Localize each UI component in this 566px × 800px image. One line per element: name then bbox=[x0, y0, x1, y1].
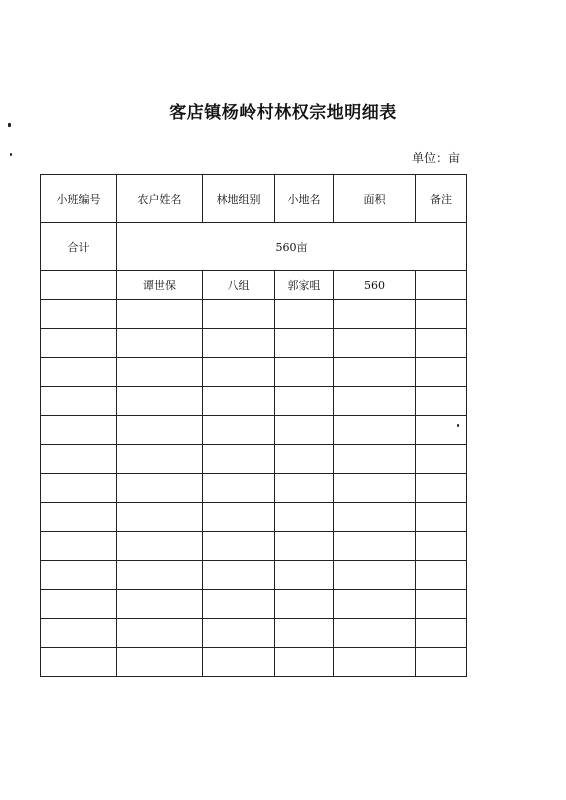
cell-farmer-name bbox=[117, 329, 203, 358]
cell-land-group bbox=[203, 648, 275, 677]
header-area: 面积 bbox=[334, 175, 416, 223]
table-row bbox=[41, 387, 467, 416]
cell-remarks bbox=[416, 271, 467, 300]
cell-area bbox=[334, 300, 416, 329]
cell-place-name bbox=[275, 532, 334, 561]
forest-land-table bbox=[40, 174, 467, 677]
cell-remarks bbox=[416, 445, 467, 474]
cell-farmer-name bbox=[117, 648, 203, 677]
table-row bbox=[41, 416, 467, 445]
cell-land-group bbox=[203, 300, 275, 329]
table-row bbox=[41, 503, 467, 532]
cell-farmer-name bbox=[117, 590, 203, 619]
cell-land-group bbox=[203, 358, 275, 387]
cell-area bbox=[334, 619, 416, 648]
cell-area: 560 bbox=[334, 271, 416, 300]
cell-place-name bbox=[275, 561, 334, 590]
cell-place-name bbox=[275, 590, 334, 619]
cell-place-name bbox=[275, 416, 334, 445]
scan-speck bbox=[10, 153, 12, 156]
cell-farmer-name bbox=[117, 561, 203, 590]
cell-area bbox=[334, 445, 416, 474]
table-row bbox=[41, 590, 467, 619]
cell-farmer-name bbox=[117, 474, 203, 503]
table-row bbox=[41, 532, 467, 561]
table-row bbox=[41, 358, 467, 387]
cell-area bbox=[334, 329, 416, 358]
cell-land-group bbox=[203, 329, 275, 358]
cell-land-group bbox=[203, 532, 275, 561]
cell-area bbox=[334, 503, 416, 532]
cell-plot-number bbox=[41, 271, 117, 300]
header-remarks: 备注 bbox=[416, 175, 467, 223]
cell-plot-number bbox=[41, 503, 117, 532]
cell-area bbox=[334, 648, 416, 677]
cell-remarks bbox=[416, 590, 467, 619]
cell-remarks bbox=[416, 329, 467, 358]
cell-place-name bbox=[275, 300, 334, 329]
cell-land-group bbox=[203, 503, 275, 532]
cell-land-group bbox=[203, 619, 275, 648]
cell-remarks bbox=[416, 532, 467, 561]
table-header-row bbox=[41, 175, 467, 223]
cell-land-group: 八组 bbox=[203, 271, 275, 300]
cell-land-group bbox=[203, 416, 275, 445]
cell-place-name: 郭家咀 bbox=[275, 271, 334, 300]
cell-land-group bbox=[203, 445, 275, 474]
cell-remarks bbox=[416, 648, 467, 677]
table-row bbox=[41, 619, 467, 648]
cell-plot-number bbox=[41, 387, 117, 416]
cell-area bbox=[334, 561, 416, 590]
total-value: 560亩 bbox=[117, 223, 467, 271]
cell-place-name bbox=[275, 329, 334, 358]
table-row bbox=[41, 474, 467, 503]
table-row bbox=[41, 648, 467, 677]
cell-place-name bbox=[275, 648, 334, 677]
cell-plot-number bbox=[41, 532, 117, 561]
cell-plot-number bbox=[41, 416, 117, 445]
document-title: 客店镇杨岭村林权宗地明细表 bbox=[169, 103, 397, 123]
cell-farmer-name bbox=[117, 416, 203, 445]
cell-farmer-name bbox=[117, 387, 203, 416]
cell-place-name bbox=[275, 445, 334, 474]
cell-area bbox=[334, 532, 416, 561]
cell-area bbox=[334, 387, 416, 416]
cell-land-group bbox=[203, 474, 275, 503]
cell-plot-number bbox=[41, 300, 117, 329]
cell-plot-number bbox=[41, 358, 117, 387]
cell-land-group bbox=[203, 590, 275, 619]
cell-area bbox=[334, 474, 416, 503]
cell-area bbox=[334, 590, 416, 619]
cell-farmer-name: 谭世保 bbox=[117, 271, 203, 300]
cell-farmer-name bbox=[117, 358, 203, 387]
cell-remarks bbox=[416, 416, 467, 445]
table-row bbox=[41, 300, 467, 329]
cell-plot-number bbox=[41, 474, 117, 503]
cell-plot-number bbox=[41, 561, 117, 590]
cell-place-name bbox=[275, 503, 334, 532]
cell-farmer-name bbox=[117, 445, 203, 474]
total-row bbox=[41, 223, 467, 271]
cell-farmer-name bbox=[117, 619, 203, 648]
cell-remarks bbox=[416, 619, 467, 648]
cell-plot-number bbox=[41, 590, 117, 619]
header-farmer-name: 农户姓名 bbox=[117, 175, 203, 223]
cell-area bbox=[334, 416, 416, 445]
cell-area bbox=[334, 358, 416, 387]
cell-remarks bbox=[416, 474, 467, 503]
cell-farmer-name bbox=[117, 503, 203, 532]
table-row bbox=[41, 561, 467, 590]
cell-plot-number bbox=[41, 445, 117, 474]
cell-plot-number bbox=[41, 329, 117, 358]
cell-land-group bbox=[203, 561, 275, 590]
cell-place-name bbox=[275, 387, 334, 416]
header-plot-number: 小班编号 bbox=[41, 175, 117, 223]
table-row bbox=[41, 271, 467, 300]
cell-remarks bbox=[416, 503, 467, 532]
cell-place-name bbox=[275, 358, 334, 387]
cell-place-name bbox=[275, 474, 334, 503]
scan-speck bbox=[457, 424, 459, 427]
cell-remarks bbox=[416, 387, 467, 416]
cell-farmer-name bbox=[117, 532, 203, 561]
cell-land-group bbox=[203, 387, 275, 416]
unit-label: 单位：亩 bbox=[412, 151, 461, 165]
header-land-group: 林地组别 bbox=[203, 175, 275, 223]
table-row bbox=[41, 329, 467, 358]
cell-plot-number bbox=[41, 648, 117, 677]
table-row bbox=[41, 445, 467, 474]
cell-farmer-name bbox=[117, 300, 203, 329]
cell-place-name bbox=[275, 619, 334, 648]
cell-remarks bbox=[416, 300, 467, 329]
cell-plot-number bbox=[41, 619, 117, 648]
scan-speck bbox=[8, 123, 11, 127]
cell-remarks bbox=[416, 358, 467, 387]
total-label: 合计 bbox=[41, 223, 117, 271]
header-place-name: 小地名 bbox=[275, 175, 334, 223]
cell-remarks bbox=[416, 561, 467, 590]
